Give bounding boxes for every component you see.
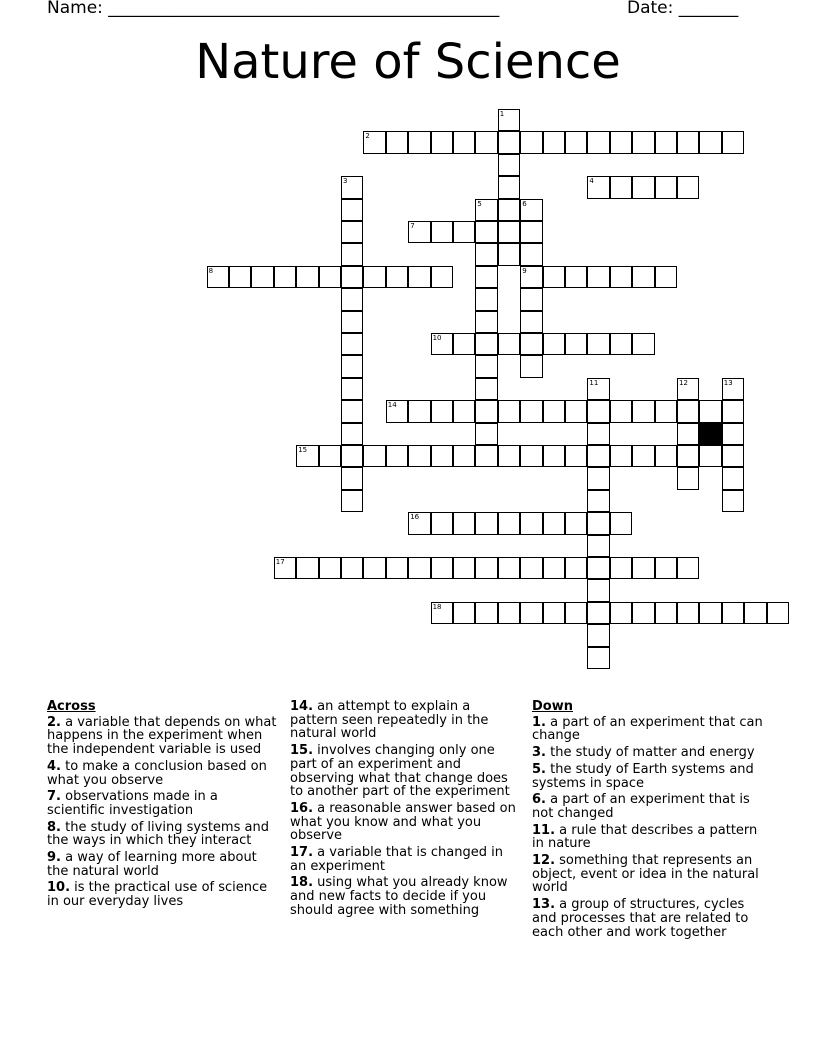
- grid-cell[interactable]: [498, 445, 520, 467]
- grid-cell[interactable]: [498, 602, 520, 624]
- clue-number: 7: [410, 222, 415, 230]
- grid-cell[interactable]: [498, 557, 520, 579]
- grid-cell[interactable]: [319, 266, 341, 288]
- grid-cell[interactable]: [296, 557, 318, 579]
- clue-item: [532, 854, 764, 895]
- grid-cell[interactable]: [655, 400, 677, 422]
- grid-cell[interactable]: [632, 400, 654, 422]
- grid-cell[interactable]: [699, 445, 721, 467]
- clue-item: [47, 851, 279, 878]
- grid-cell[interactable]: [498, 512, 520, 534]
- grid-cell[interactable]: [453, 512, 475, 534]
- clue-item: [532, 716, 764, 743]
- grid-cell[interactable]: [386, 557, 408, 579]
- grid-cell[interactable]: [587, 131, 609, 153]
- clue-text: something that represents an object, event or idea in the natural world: [532, 853, 759, 896]
- grid-cell[interactable]: [587, 378, 609, 400]
- grid-cell[interactable]: [722, 602, 744, 624]
- grid-cell[interactable]: [543, 266, 565, 288]
- across-heading: Across: [47, 699, 96, 714]
- grid-cell[interactable]: [543, 400, 565, 422]
- clue-text: observations made in a scientific investigation: [47, 789, 218, 818]
- clue-number: 13: [723, 378, 733, 387]
- grid-cell[interactable]: [587, 579, 609, 601]
- grid-cell[interactable]: [587, 624, 609, 646]
- clue-number: 2: [365, 132, 370, 141]
- grid-cell[interactable]: [408, 266, 430, 288]
- clue-item: [47, 760, 279, 787]
- grid-cell[interactable]: [296, 266, 318, 288]
- grid-cell[interactable]: [699, 602, 721, 624]
- grid-cell[interactable]: [520, 445, 542, 467]
- grid-cell[interactable]: [408, 445, 430, 467]
- grid-cell[interactable]: [677, 378, 699, 400]
- clue-text: a rule that describes a pattern in nature: [532, 822, 758, 852]
- grid-cell[interactable]: [587, 535, 609, 557]
- grid-cell[interactable]: [475, 512, 497, 534]
- grid-cell[interactable]: [722, 490, 744, 512]
- grid-cell[interactable]: [677, 131, 699, 153]
- clue-item: [532, 793, 764, 820]
- grid-cell[interactable]: [565, 333, 587, 355]
- grid-cell[interactable]: [587, 490, 609, 512]
- down-heading: Down: [532, 699, 573, 714]
- grid-cell[interactable]: [341, 176, 363, 198]
- grid-cell[interactable]: [475, 333, 497, 355]
- grid-cell[interactable]: [431, 221, 453, 243]
- grid-cell[interactable]: [722, 423, 744, 445]
- grid-cell[interactable]: [229, 266, 251, 288]
- grid-cell[interactable]: [319, 445, 341, 467]
- grid-cell[interactable]: [655, 557, 677, 579]
- grid-cell[interactable]: [498, 199, 520, 221]
- clue-item: [290, 802, 522, 843]
- clue-text: the study of living systems and the ways in which they interact: [47, 819, 269, 849]
- grid-cell[interactable]: [677, 557, 699, 579]
- clue-number: 16: [410, 513, 420, 522]
- grid-cell[interactable]: [386, 400, 408, 422]
- across-clues-column: [47, 700, 279, 912]
- grid-cell[interactable]: [498, 221, 520, 243]
- grid-cell[interactable]: [677, 467, 699, 489]
- grid-cell[interactable]: [677, 423, 699, 445]
- clue-number: 3: [343, 177, 348, 186]
- clue-number: 11: [589, 378, 599, 387]
- grid-cell[interactable]: [408, 557, 430, 579]
- grid-cell[interactable]: [274, 557, 296, 579]
- clue-number: 12.: [532, 853, 556, 869]
- grid-cell[interactable]: [498, 109, 520, 131]
- clue-item: [290, 876, 522, 917]
- grid-cell[interactable]: [587, 467, 609, 489]
- grid-cell[interactable]: [453, 602, 475, 624]
- clue-item: [47, 881, 279, 908]
- clue-text: an attempt to explain a pattern seen repeatedly in the natural world: [290, 699, 489, 742]
- grid-cell[interactable]: [610, 333, 632, 355]
- clue-number: 18.: [290, 875, 314, 891]
- grid-cell[interactable]: [543, 602, 565, 624]
- grid-cell[interactable]: [587, 445, 609, 467]
- clue-text: the study of Earth systems and systems in space: [532, 761, 754, 791]
- clue-item: [532, 898, 764, 939]
- grid-cell[interactable]: [341, 221, 363, 243]
- across-clues-continued: [290, 700, 522, 921]
- grid-cell[interactable]: [632, 176, 654, 198]
- grid-cell[interactable]: [587, 423, 609, 445]
- clue-number: 15: [298, 446, 308, 454]
- grid-cell[interactable]: [520, 221, 542, 243]
- grid-cell[interactable]: [565, 445, 587, 467]
- clue-number: 6: [522, 199, 527, 208]
- grid-cell[interactable]: [475, 266, 497, 288]
- grid-cell[interactable]: [520, 602, 542, 624]
- grid-cell[interactable]: [386, 266, 408, 288]
- down-clues-column: [532, 700, 764, 942]
- grid-cell[interactable]: [341, 266, 363, 288]
- grid-cell[interactable]: [341, 355, 363, 377]
- grid-cell[interactable]: [543, 557, 565, 579]
- grid-cell[interactable]: [498, 243, 520, 265]
- grid-cell[interactable]: [565, 512, 587, 534]
- clue-number: 9.: [47, 850, 61, 866]
- grid-cell[interactable]: [520, 557, 542, 579]
- date-field[interactable]: Date: _______: [627, 0, 739, 18]
- grid-cell[interactable]: [587, 266, 609, 288]
- grid-cell[interactable]: [475, 557, 497, 579]
- clue-number: 10: [432, 334, 442, 342]
- grid-cell[interactable]: [453, 400, 475, 422]
- grid-cell[interactable]: [565, 602, 587, 624]
- grid-cell[interactable]: [565, 557, 587, 579]
- clue-number: 1: [499, 110, 505, 118]
- grid-cell[interactable]: [632, 445, 654, 467]
- grid-cell[interactable]: [610, 445, 632, 467]
- grid-cell[interactable]: [565, 400, 587, 422]
- grid-cell[interactable]: [498, 333, 520, 355]
- grid-cell[interactable]: [498, 400, 520, 422]
- clue-number: 17: [275, 558, 285, 566]
- clue-number: 8: [208, 266, 214, 275]
- grid-cell[interactable]: [431, 266, 453, 288]
- grid-cell[interactable]: [610, 131, 632, 153]
- grid-cell[interactable]: [520, 199, 542, 221]
- grid-cell[interactable]: [341, 467, 363, 489]
- grid-cell[interactable]: [655, 445, 677, 467]
- clue-number: 14: [387, 401, 397, 410]
- clue-item: [532, 824, 764, 851]
- grid-cell[interactable]: [587, 176, 609, 198]
- grid-cell[interactable]: [722, 467, 744, 489]
- grid-cell[interactable]: [543, 445, 565, 467]
- clue-number: 7.: [47, 789, 61, 805]
- grid-cell[interactable]: [341, 423, 363, 445]
- clue-text: the study of matter and energy: [545, 745, 755, 761]
- grid-cell[interactable]: [498, 176, 520, 198]
- grid-cell[interactable]: [520, 131, 542, 153]
- grid-cell[interactable]: [341, 311, 363, 333]
- grid-cell[interactable]: [274, 266, 296, 288]
- grid-cell[interactable]: [498, 131, 520, 153]
- clue-item: [290, 744, 522, 799]
- grid-cell[interactable]: [341, 490, 363, 512]
- clue-number: 9: [522, 266, 527, 275]
- grid-cell[interactable]: [587, 400, 609, 422]
- grid-cell[interactable]: [722, 445, 744, 467]
- clue-number: 1.: [532, 714, 546, 730]
- clue-text: a reasonable answer based on what you know and what you observe: [290, 800, 516, 844]
- clue-number: 3.: [532, 745, 546, 761]
- grid-cell[interactable]: [520, 355, 542, 377]
- clue-number: 4: [589, 177, 594, 186]
- grid-cell[interactable]: [408, 400, 430, 422]
- grid-cell[interactable]: [632, 602, 654, 624]
- grid-cell[interactable]: [475, 199, 497, 221]
- grid-cell[interactable]: [475, 311, 497, 333]
- grid-cell[interactable]: [565, 266, 587, 288]
- clue-text: is the practical use of science in our everyday lives: [47, 880, 268, 910]
- grid-cell[interactable]: [677, 602, 699, 624]
- grid-cell[interactable]: [408, 512, 430, 534]
- grid-cell[interactable]: [699, 400, 721, 422]
- grid-cell[interactable]: [386, 445, 408, 467]
- grid-cell[interactable]: [363, 445, 385, 467]
- grid-cell[interactable]: [475, 288, 497, 310]
- grid-cell[interactable]: [408, 131, 430, 153]
- grid-cell[interactable]: [610, 400, 632, 422]
- grid-cell[interactable]: [655, 176, 677, 198]
- name-field[interactable]: Name: ______________________________________________: [47, 0, 500, 18]
- grid-cell[interactable]: [453, 131, 475, 153]
- grid-cell[interactable]: [632, 333, 654, 355]
- grid-cell[interactable]: [431, 131, 453, 153]
- grid-cell[interactable]: [453, 445, 475, 467]
- clue-number: 17.: [290, 845, 314, 861]
- grid-cell[interactable]: [520, 266, 542, 288]
- puzzle-title: Nature of Science: [195, 34, 621, 90]
- clue-item: [47, 716, 279, 757]
- grid-cell[interactable]: [431, 512, 453, 534]
- clue-text: a part of an experiment that can change: [532, 714, 763, 744]
- grid-cell[interactable]: [677, 400, 699, 422]
- clue-number: 18: [432, 602, 442, 611]
- grid-cell[interactable]: [341, 199, 363, 221]
- grid-cell[interactable]: [341, 333, 363, 355]
- across-clue-list-continued: [290, 700, 522, 918]
- grid-cell[interactable]: [610, 176, 632, 198]
- grid-cell[interactable]: [677, 445, 699, 467]
- grid-cell[interactable]: [453, 333, 475, 355]
- clue-item: [532, 763, 764, 790]
- grid-cell[interactable]: [520, 333, 542, 355]
- clue-number: 5.: [532, 761, 546, 777]
- grid-cell[interactable]: [475, 445, 497, 467]
- grid-cell[interactable]: [341, 288, 363, 310]
- clue-item: [47, 790, 279, 817]
- grid-cell[interactable]: [587, 557, 609, 579]
- clue-number: 12: [679, 378, 688, 387]
- grid-cell[interactable]: [431, 602, 453, 624]
- grid-cell[interactable]: [699, 131, 721, 153]
- grid-cell[interactable]: [431, 333, 453, 355]
- clue-number: 14.: [290, 699, 314, 714]
- grid-cell[interactable]: [677, 176, 699, 198]
- clue-text: a variable that depends on what happens in the experiment when the independent variable is used: [47, 714, 277, 758]
- grid-cell[interactable]: [341, 557, 363, 579]
- grid-cell[interactable]: [341, 378, 363, 400]
- grid-cell[interactable]: [722, 400, 744, 422]
- clue-text: using what you already know and new facts to decide if you should agree with something: [290, 875, 508, 918]
- grid-cell[interactable]: [431, 557, 453, 579]
- grid-cell[interactable]: [655, 266, 677, 288]
- clue-number: 2.: [47, 714, 61, 730]
- clue-text: involves changing only one part of an experiment and observing what that change does to another part of the experiment: [290, 743, 510, 800]
- grid-cell[interactable]: [610, 512, 632, 534]
- grid-cell[interactable]: [520, 288, 542, 310]
- grid-cell[interactable]: [722, 378, 744, 400]
- grid-cell[interactable]: [610, 266, 632, 288]
- grid-cell[interactable]: [431, 400, 453, 422]
- clue-item: [290, 846, 522, 873]
- grid-cell[interactable]: [587, 512, 609, 534]
- grid-cell[interactable]: [363, 557, 385, 579]
- grid-cell[interactable]: [386, 131, 408, 153]
- grid-cell[interactable]: [453, 557, 475, 579]
- grid-cell[interactable]: [475, 423, 497, 445]
- grid-cell[interactable]: [543, 333, 565, 355]
- grid-cell[interactable]: [453, 221, 475, 243]
- clue-number: 10.: [47, 880, 71, 896]
- clue-text: a group of structures, cycles and processes that are related to each other and work together: [532, 897, 749, 940]
- clue-number: 6.: [532, 792, 546, 808]
- clue-item: [532, 746, 764, 760]
- grid-cell[interactable]: [632, 266, 654, 288]
- grid-cell[interactable]: [341, 445, 363, 467]
- grid-cell[interactable]: [475, 131, 497, 153]
- clue-number: 4.: [47, 758, 61, 774]
- clue-text: a way of learning more about the natural world: [47, 850, 257, 879]
- grid-cell[interactable]: [408, 221, 430, 243]
- grid-cell[interactable]: [475, 221, 497, 243]
- grid-cell[interactable]: [475, 355, 497, 377]
- grid-cell[interactable]: [610, 602, 632, 624]
- grid-cell[interactable]: [610, 557, 632, 579]
- grid-cell[interactable]: [744, 602, 766, 624]
- grid-cell[interactable]: [207, 266, 229, 288]
- grid-cell[interactable]: [363, 131, 385, 153]
- grid-cell[interactable]: [565, 131, 587, 153]
- grid-cell[interactable]: [632, 557, 654, 579]
- black-cell: [699, 423, 721, 445]
- clue-text: to make a conclusion based on what you observe: [47, 758, 267, 788]
- clue-number: 5: [477, 199, 482, 208]
- clue-number: 8.: [47, 819, 61, 835]
- clue-text: a variable that is changed in an experiment: [290, 845, 503, 874]
- clue-number: 15.: [290, 743, 314, 759]
- grid-cell[interactable]: [543, 131, 565, 153]
- grid-cell[interactable]: [341, 400, 363, 422]
- grid-cell[interactable]: [431, 445, 453, 467]
- grid-cell[interactable]: [475, 243, 497, 265]
- grid-cell[interactable]: [341, 243, 363, 265]
- clue-number: 11.: [532, 822, 556, 838]
- grid-cell[interactable]: [587, 647, 609, 669]
- down-clue-list: [532, 716, 764, 940]
- grid-cell[interactable]: [475, 602, 497, 624]
- grid-cell[interactable]: [722, 131, 744, 153]
- grid-cell[interactable]: [498, 154, 520, 176]
- grid-cell[interactable]: [363, 266, 385, 288]
- grid-cell[interactable]: [319, 557, 341, 579]
- grid-cell[interactable]: [520, 311, 542, 333]
- grid-cell[interactable]: [632, 131, 654, 153]
- grid-cell[interactable]: [655, 131, 677, 153]
- grid-cell[interactable]: [767, 602, 789, 624]
- grid-cell[interactable]: [251, 266, 273, 288]
- clue-number: 16.: [290, 800, 314, 816]
- clue-text: a part of an experiment that is not changed: [532, 792, 750, 821]
- clue-item: [290, 700, 522, 741]
- grid-cell[interactable]: [655, 602, 677, 624]
- grid-cell[interactable]: [520, 400, 542, 422]
- grid-cell[interactable]: [475, 400, 497, 422]
- grid-cell[interactable]: [587, 333, 609, 355]
- grid-cell[interactable]: [587, 602, 609, 624]
- grid-cell[interactable]: [543, 512, 565, 534]
- grid-cell[interactable]: [475, 378, 497, 400]
- clue-number: 13.: [532, 897, 556, 913]
- grid-cell[interactable]: [520, 243, 542, 265]
- grid-cell[interactable]: [520, 512, 542, 534]
- clue-item: [47, 821, 279, 848]
- grid-cell[interactable]: [296, 445, 318, 467]
- across-clue-list: [47, 716, 279, 909]
